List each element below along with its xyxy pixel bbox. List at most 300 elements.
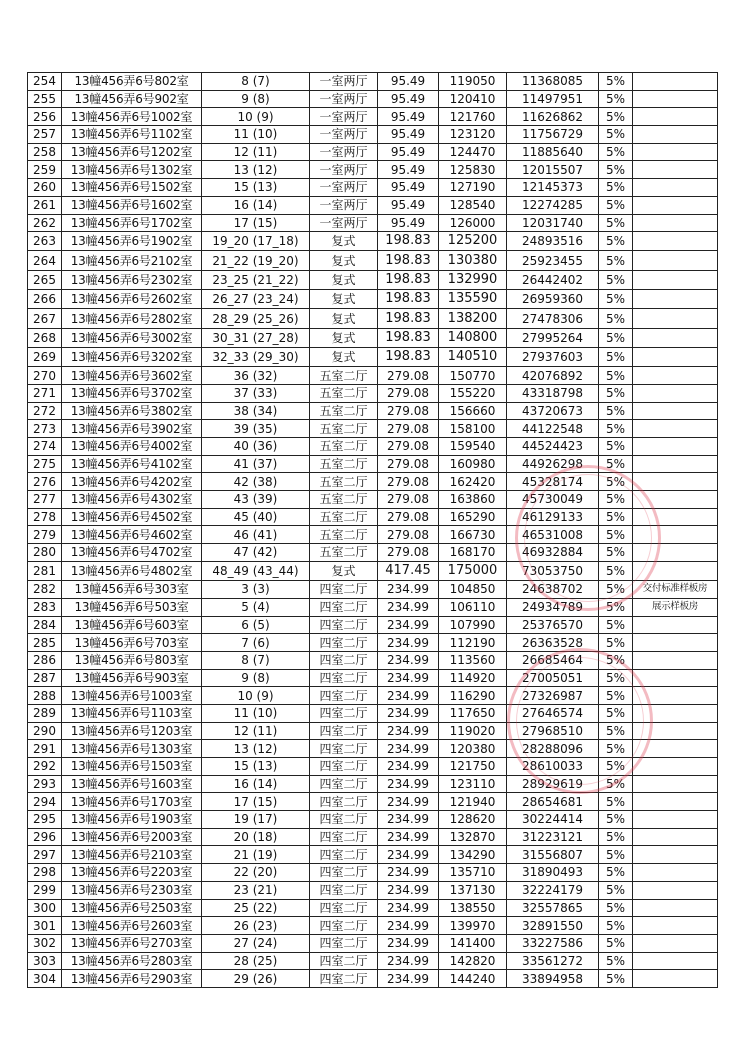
table-row	[28, 722, 718, 740]
area-cell: 279.08	[378, 438, 439, 456]
rate-cell: 5%	[599, 328, 633, 347]
row-number-cell: 300	[28, 899, 62, 917]
note-cell	[633, 347, 718, 366]
unit-price-cell: 127190	[439, 179, 507, 197]
floor-cell: 13 (12)	[202, 161, 310, 179]
table-row	[28, 90, 718, 108]
area-cell: 234.99	[378, 651, 439, 669]
note-cell	[633, 367, 718, 385]
floor-cell: 17 (15)	[202, 214, 310, 232]
price-list-table	[27, 72, 718, 988]
total-price-cell: 46531008	[507, 526, 599, 544]
unit-name-cell: 13幢456弄6号1903室	[62, 811, 202, 829]
floor-cell: 19_20 (17_18)	[202, 232, 310, 251]
note-cell	[633, 793, 718, 811]
floor-cell: 12 (11)	[202, 143, 310, 161]
row-number-cell: 290	[28, 722, 62, 740]
floor-cell: 29 (26)	[202, 970, 310, 988]
floor-cell: 32_33 (29_30)	[202, 347, 310, 366]
area-cell: 234.99	[378, 758, 439, 776]
layout-cell: 五室二厅	[310, 420, 378, 438]
row-number-cell: 301	[28, 917, 62, 935]
note-cell	[633, 473, 718, 491]
table-row	[28, 828, 718, 846]
total-price-cell: 46129133	[507, 508, 599, 526]
unit-price-cell: 116290	[439, 687, 507, 705]
total-price-cell: 31223121	[507, 828, 599, 846]
unit-price-cell: 168170	[439, 544, 507, 562]
table-row	[28, 108, 718, 126]
row-number-cell: 262	[28, 214, 62, 232]
floor-cell: 8 (7)	[202, 73, 310, 91]
area-cell: 95.49	[378, 196, 439, 214]
total-price-cell: 33894958	[507, 970, 599, 988]
floor-cell: 30_31 (27_28)	[202, 328, 310, 347]
area-cell: 417.45	[378, 561, 439, 580]
table-row	[28, 347, 718, 366]
total-price-cell: 11368085	[507, 73, 599, 91]
layout-cell: 四室二厅	[310, 634, 378, 652]
total-price-cell: 25376570	[507, 616, 599, 634]
floor-cell: 43 (39)	[202, 491, 310, 509]
note-cell	[633, 864, 718, 882]
unit-price-cell: 125830	[439, 161, 507, 179]
rate-cell: 5%	[599, 526, 633, 544]
row-number-cell: 259	[28, 161, 62, 179]
area-cell: 198.83	[378, 347, 439, 366]
rate-cell: 5%	[599, 970, 633, 988]
table-row	[28, 616, 718, 634]
area-cell: 234.99	[378, 616, 439, 634]
floor-cell: 45 (40)	[202, 508, 310, 526]
floor-cell: 47 (42)	[202, 544, 310, 562]
floor-cell: 41 (37)	[202, 455, 310, 473]
area-cell: 234.99	[378, 793, 439, 811]
row-number-cell: 261	[28, 196, 62, 214]
layout-cell: 五室二厅	[310, 455, 378, 473]
table-row	[28, 846, 718, 864]
layout-cell: 五室二厅	[310, 508, 378, 526]
unit-price-cell: 166730	[439, 526, 507, 544]
floor-cell: 23 (21)	[202, 881, 310, 899]
table-row	[28, 328, 718, 347]
table-row	[28, 214, 718, 232]
floor-cell: 9 (8)	[202, 669, 310, 687]
area-cell: 234.99	[378, 598, 439, 616]
floor-cell: 36 (32)	[202, 367, 310, 385]
note-cell	[633, 214, 718, 232]
unit-name-cell: 13幢456弄6号803室	[62, 651, 202, 669]
floor-cell: 46 (41)	[202, 526, 310, 544]
unit-price-cell: 123120	[439, 126, 507, 144]
table-row	[28, 438, 718, 456]
unit-price-cell: 106110	[439, 598, 507, 616]
layout-cell: 四室二厅	[310, 793, 378, 811]
rate-cell: 5%	[599, 108, 633, 126]
total-price-cell: 28929619	[507, 775, 599, 793]
unit-price-cell: 144240	[439, 970, 507, 988]
unit-name-cell: 13幢456弄6号3902室	[62, 420, 202, 438]
area-cell: 95.49	[378, 143, 439, 161]
floor-cell: 21 (19)	[202, 846, 310, 864]
row-number-cell: 260	[28, 179, 62, 197]
area-cell: 234.99	[378, 704, 439, 722]
note-cell: 展示样板房	[633, 598, 718, 616]
total-price-cell: 27968510	[507, 722, 599, 740]
layout-cell: 一室两厅	[310, 108, 378, 126]
note-cell	[633, 232, 718, 251]
row-number-cell: 288	[28, 687, 62, 705]
layout-cell: 四室二厅	[310, 899, 378, 917]
unit-price-cell: 139970	[439, 917, 507, 935]
floor-cell: 12 (11)	[202, 722, 310, 740]
layout-cell: 复式	[310, 270, 378, 289]
rate-cell: 5%	[599, 347, 633, 366]
total-price-cell: 46932884	[507, 544, 599, 562]
total-price-cell: 45328174	[507, 473, 599, 491]
layout-cell: 四室二厅	[310, 934, 378, 952]
area-cell: 234.99	[378, 846, 439, 864]
layout-cell: 四室二厅	[310, 917, 378, 935]
unit-price-cell: 132990	[439, 270, 507, 289]
layout-cell: 一室两厅	[310, 179, 378, 197]
row-number-cell: 268	[28, 328, 62, 347]
unit-name-cell: 13幢456弄6号2003室	[62, 828, 202, 846]
layout-cell: 一室两厅	[310, 196, 378, 214]
unit-price-cell: 120380	[439, 740, 507, 758]
unit-price-cell: 140800	[439, 328, 507, 347]
rate-cell: 5%	[599, 196, 633, 214]
rate-cell: 5%	[599, 952, 633, 970]
floor-cell: 10 (9)	[202, 108, 310, 126]
rate-cell: 5%	[599, 232, 633, 251]
note-cell	[633, 616, 718, 634]
table-row	[28, 775, 718, 793]
total-price-cell: 25923455	[507, 251, 599, 270]
table-row	[28, 651, 718, 669]
rate-cell: 5%	[599, 793, 633, 811]
table-row	[28, 508, 718, 526]
layout-cell: 一室两厅	[310, 214, 378, 232]
row-number-cell: 269	[28, 347, 62, 366]
layout-cell: 四室二厅	[310, 722, 378, 740]
total-price-cell: 24934789	[507, 598, 599, 616]
unit-name-cell: 13幢456弄6号2503室	[62, 899, 202, 917]
rate-cell: 5%	[599, 161, 633, 179]
table-row	[28, 251, 718, 270]
total-price-cell: 11626862	[507, 108, 599, 126]
row-number-cell: 298	[28, 864, 62, 882]
total-price-cell: 24893516	[507, 232, 599, 251]
note-cell	[633, 420, 718, 438]
area-cell: 95.49	[378, 126, 439, 144]
area-cell: 234.99	[378, 687, 439, 705]
note-cell	[633, 143, 718, 161]
area-cell: 234.99	[378, 899, 439, 917]
note-cell	[633, 526, 718, 544]
area-cell: 279.08	[378, 491, 439, 509]
row-number-cell: 256	[28, 108, 62, 126]
rate-cell: 5%	[599, 687, 633, 705]
total-price-cell: 33227586	[507, 934, 599, 952]
rate-cell: 5%	[599, 634, 633, 652]
table-row	[28, 526, 718, 544]
area-cell: 95.49	[378, 108, 439, 126]
layout-cell: 四室二厅	[310, 828, 378, 846]
note-cell	[633, 402, 718, 420]
area-cell: 234.99	[378, 917, 439, 935]
unit-name-cell: 13幢456弄6号4002室	[62, 438, 202, 456]
rate-cell: 5%	[599, 90, 633, 108]
rate-cell: 5%	[599, 179, 633, 197]
unit-name-cell: 13幢456弄6号903室	[62, 669, 202, 687]
area-cell: 234.99	[378, 722, 439, 740]
floor-cell: 15 (13)	[202, 179, 310, 197]
unit-price-cell: 156660	[439, 402, 507, 420]
rate-cell: 5%	[599, 917, 633, 935]
note-cell	[633, 687, 718, 705]
unit-name-cell: 13幢456弄6号1102室	[62, 126, 202, 144]
total-price-cell: 27005051	[507, 669, 599, 687]
unit-price-cell: 119020	[439, 722, 507, 740]
layout-cell: 复式	[310, 328, 378, 347]
table-row	[28, 970, 718, 988]
unit-price-cell: 112190	[439, 634, 507, 652]
rate-cell: 5%	[599, 669, 633, 687]
floor-cell: 27 (24)	[202, 934, 310, 952]
unit-price-cell: 130380	[439, 251, 507, 270]
area-cell: 198.83	[378, 328, 439, 347]
note-cell: 交付标准样板房	[633, 581, 718, 599]
note-cell	[633, 899, 718, 917]
layout-cell: 一室两厅	[310, 73, 378, 91]
total-price-cell: 31890493	[507, 864, 599, 882]
table-row	[28, 687, 718, 705]
row-number-cell: 265	[28, 270, 62, 289]
rate-cell: 5%	[599, 846, 633, 864]
table-row	[28, 455, 718, 473]
floor-cell: 9 (8)	[202, 90, 310, 108]
table-row	[28, 934, 718, 952]
unit-name-cell: 13幢456弄6号902室	[62, 90, 202, 108]
floor-cell: 42 (38)	[202, 473, 310, 491]
total-price-cell: 12015507	[507, 161, 599, 179]
floor-cell: 8 (7)	[202, 651, 310, 669]
unit-price-cell: 120410	[439, 90, 507, 108]
layout-cell: 四室二厅	[310, 952, 378, 970]
unit-price-cell: 138550	[439, 899, 507, 917]
note-cell	[633, 73, 718, 91]
floor-cell: 22 (20)	[202, 864, 310, 882]
layout-cell: 四室二厅	[310, 846, 378, 864]
layout-cell: 四室二厅	[310, 669, 378, 687]
table-row	[28, 290, 718, 309]
table-row	[28, 864, 718, 882]
floor-cell: 19 (17)	[202, 811, 310, 829]
total-price-cell: 45730049	[507, 491, 599, 509]
layout-cell: 五室二厅	[310, 473, 378, 491]
table-row	[28, 811, 718, 829]
rate-cell: 5%	[599, 544, 633, 562]
note-cell	[633, 179, 718, 197]
layout-cell: 一室两厅	[310, 161, 378, 179]
note-cell	[633, 634, 718, 652]
total-price-cell: 32224179	[507, 881, 599, 899]
table-row	[28, 917, 718, 935]
rate-cell: 5%	[599, 704, 633, 722]
row-number-cell: 294	[28, 793, 62, 811]
area-cell: 279.08	[378, 544, 439, 562]
layout-cell: 四室二厅	[310, 740, 378, 758]
total-price-cell: 26442402	[507, 270, 599, 289]
area-cell: 198.83	[378, 290, 439, 309]
unit-price-cell: 132870	[439, 828, 507, 846]
area-cell: 234.99	[378, 934, 439, 952]
table-row	[28, 740, 718, 758]
layout-cell: 复式	[310, 309, 378, 328]
floor-cell: 11 (10)	[202, 126, 310, 144]
unit-name-cell: 13幢456弄6号1702室	[62, 214, 202, 232]
area-cell: 95.49	[378, 179, 439, 197]
table-row	[28, 196, 718, 214]
total-price-cell: 28610033	[507, 758, 599, 776]
table-row	[28, 309, 718, 328]
unit-name-cell: 13幢456弄6号1203室	[62, 722, 202, 740]
area-cell: 95.49	[378, 73, 439, 91]
unit-price-cell: 142820	[439, 952, 507, 970]
rate-cell: 5%	[599, 561, 633, 580]
row-number-cell: 286	[28, 651, 62, 669]
unit-price-cell: 104850	[439, 581, 507, 599]
floor-cell: 28_29 (25_26)	[202, 309, 310, 328]
rate-cell: 5%	[599, 73, 633, 91]
area-cell: 234.99	[378, 828, 439, 846]
unit-price-cell: 155220	[439, 384, 507, 402]
rate-cell: 5%	[599, 270, 633, 289]
table-row	[28, 758, 718, 776]
unit-name-cell: 13幢456弄6号1202室	[62, 143, 202, 161]
floor-cell: 17 (15)	[202, 793, 310, 811]
rate-cell: 5%	[599, 811, 633, 829]
unit-name-cell: 13幢456弄6号1002室	[62, 108, 202, 126]
unit-price-cell: 119050	[439, 73, 507, 91]
total-price-cell: 28288096	[507, 740, 599, 758]
unit-price-cell: 137130	[439, 881, 507, 899]
note-cell	[633, 438, 718, 456]
unit-price-cell: 160980	[439, 455, 507, 473]
row-number-cell: 264	[28, 251, 62, 270]
area-cell: 198.83	[378, 251, 439, 270]
rate-cell: 5%	[599, 214, 633, 232]
total-price-cell: 11756729	[507, 126, 599, 144]
layout-cell: 四室二厅	[310, 651, 378, 669]
unit-price-cell: 107990	[439, 616, 507, 634]
unit-price-cell: 163860	[439, 491, 507, 509]
note-cell	[633, 828, 718, 846]
total-price-cell: 27646574	[507, 704, 599, 722]
layout-cell: 四室二厅	[310, 970, 378, 988]
rate-cell: 5%	[599, 651, 633, 669]
row-number-cell: 291	[28, 740, 62, 758]
unit-price-cell: 121940	[439, 793, 507, 811]
layout-cell: 四室二厅	[310, 704, 378, 722]
area-cell: 95.49	[378, 161, 439, 179]
area-cell: 234.99	[378, 881, 439, 899]
row-number-cell: 266	[28, 290, 62, 309]
floor-cell: 25 (22)	[202, 899, 310, 917]
unit-name-cell: 13幢456弄6号2602室	[62, 290, 202, 309]
row-number-cell: 280	[28, 544, 62, 562]
total-price-cell: 24638702	[507, 581, 599, 599]
table-row	[28, 899, 718, 917]
unit-name-cell: 13幢456弄6号4302室	[62, 491, 202, 509]
row-number-cell: 284	[28, 616, 62, 634]
total-price-cell: 73053750	[507, 561, 599, 580]
note-cell	[633, 561, 718, 580]
note-cell	[633, 740, 718, 758]
table-row	[28, 881, 718, 899]
rate-cell: 5%	[599, 491, 633, 509]
unit-name-cell: 13幢456弄6号3802室	[62, 402, 202, 420]
unit-price-cell: 165290	[439, 508, 507, 526]
table-row	[28, 491, 718, 509]
note-cell	[633, 455, 718, 473]
note-cell	[633, 758, 718, 776]
row-number-cell: 303	[28, 952, 62, 970]
unit-name-cell: 13幢456弄6号1003室	[62, 687, 202, 705]
rate-cell: 5%	[599, 402, 633, 420]
total-price-cell: 26685464	[507, 651, 599, 669]
unit-name-cell: 13幢456弄6号503室	[62, 598, 202, 616]
note-cell	[633, 811, 718, 829]
area-cell: 279.08	[378, 384, 439, 402]
unit-name-cell: 13幢456弄6号1603室	[62, 775, 202, 793]
unit-price-cell: 121750	[439, 758, 507, 776]
unit-price-cell: 124470	[439, 143, 507, 161]
note-cell	[633, 196, 718, 214]
note-cell	[633, 251, 718, 270]
note-cell	[633, 161, 718, 179]
table-row	[28, 793, 718, 811]
rate-cell: 5%	[599, 143, 633, 161]
total-price-cell: 33561272	[507, 952, 599, 970]
note-cell	[633, 544, 718, 562]
row-number-cell: 282	[28, 581, 62, 599]
area-cell: 198.83	[378, 232, 439, 251]
total-price-cell: 43720673	[507, 402, 599, 420]
area-cell: 279.08	[378, 508, 439, 526]
note-cell	[633, 290, 718, 309]
unit-price-cell: 121760	[439, 108, 507, 126]
unit-price-cell: 114920	[439, 669, 507, 687]
unit-name-cell: 13幢456弄6号1103室	[62, 704, 202, 722]
note-cell	[633, 952, 718, 970]
unit-name-cell: 13幢456弄6号2102室	[62, 251, 202, 270]
unit-price-cell: 123110	[439, 775, 507, 793]
area-cell: 234.99	[378, 775, 439, 793]
table-row	[28, 143, 718, 161]
table-row	[28, 126, 718, 144]
table-row	[28, 669, 718, 687]
unit-price-cell: 128620	[439, 811, 507, 829]
unit-price-cell: 128540	[439, 196, 507, 214]
unit-name-cell: 13幢456弄6号4802室	[62, 561, 202, 580]
layout-cell: 四室二厅	[310, 775, 378, 793]
unit-price-cell: 175000	[439, 561, 507, 580]
rate-cell: 5%	[599, 740, 633, 758]
area-cell: 279.08	[378, 455, 439, 473]
total-price-cell: 31556807	[507, 846, 599, 864]
